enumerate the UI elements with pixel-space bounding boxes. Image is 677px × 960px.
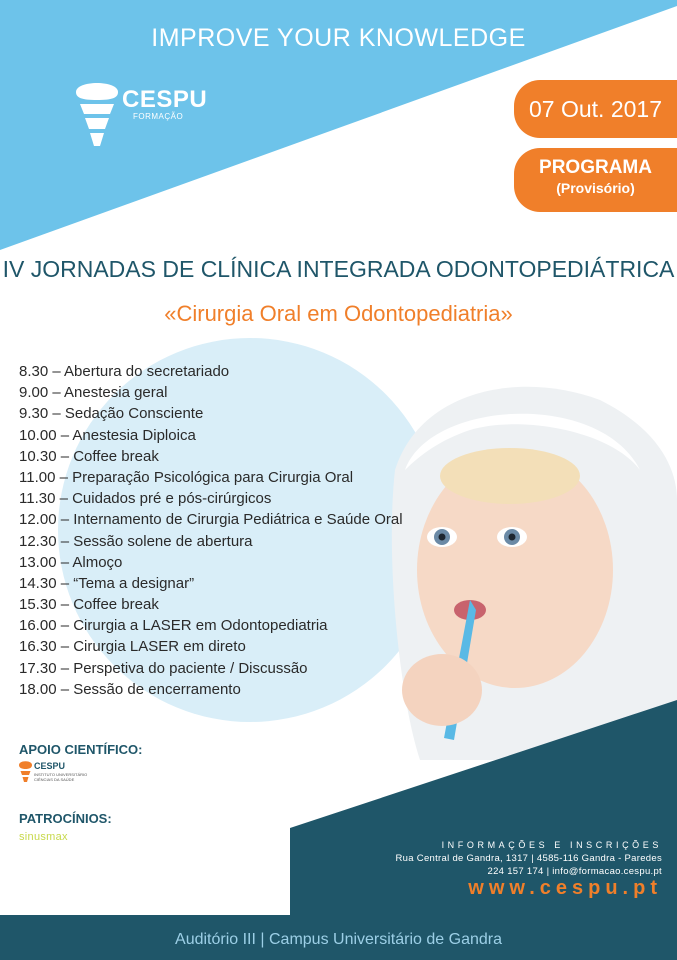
info-contact[interactable]: 224 157 174 | info@formacao.cespu.pt bbox=[487, 866, 662, 877]
info-title: INFORMAÇÕES E INSCRIÇÕES bbox=[441, 840, 662, 850]
schedule-item: 12.00 – Internamento de Cirurgia Pediátrica e Saúde Oral bbox=[19, 511, 403, 529]
support-label: APOIO CIENTÍFICO: bbox=[19, 742, 143, 757]
schedule-item: 11.30 – Cuidados pré e pós-cirúrgicos bbox=[19, 490, 272, 508]
sponsor-logo: sinusmax bbox=[19, 831, 68, 843]
schedule-item: 10.00 – Anestesia Diploica bbox=[19, 426, 196, 444]
program-badge bbox=[514, 148, 677, 212]
website-link[interactable]: www.cespu.pt bbox=[468, 877, 662, 899]
schedule-item: 8.30 – Abertura do secretariado bbox=[19, 363, 230, 380]
baby-photo bbox=[392, 387, 677, 760]
schedule-item: 13.00 – Almoço bbox=[19, 553, 123, 571]
schedule-list bbox=[19, 361, 403, 700]
schedule-item: 18.00 – Sessão de encerramento bbox=[19, 680, 241, 698]
schedule-item: 11.00 – Preparação Psicológica para Cirurgia Oral bbox=[19, 468, 354, 486]
schedule-item: 10.30 – Coffee break bbox=[19, 447, 159, 465]
cespu-logo-sub: FORMAÇÃO bbox=[133, 112, 184, 121]
schedule-item: 12.30 – Sessão solene de abertura bbox=[19, 532, 253, 550]
support-logo-sub: INSTITUTO UNIVERSITÁRIO CIÊNCIAS DA SAÚDE bbox=[34, 772, 88, 782]
schedule-item: 9.30 – Sedação Consciente bbox=[19, 405, 204, 423]
event-title: IV JORNADAS DE CLÍNICA INTEGRADA ODONTOPEDIÁTRICA bbox=[2, 256, 675, 282]
schedule-item: 9.00 – Anestesia geral bbox=[19, 384, 168, 402]
date-badge: 07 Out. 2017 bbox=[514, 80, 677, 138]
sponsors-label: PATROCÍNIOS: bbox=[19, 811, 112, 826]
schedule-item: 16.30 – Cirurgia LASER em direto bbox=[19, 638, 246, 656]
program-label: PROGRAMA bbox=[539, 157, 652, 178]
program-note: (Provisório) bbox=[556, 180, 635, 196]
schedule-item: 16.00 – Cirurgia a LASER em Odontopediatria bbox=[19, 617, 328, 635]
info-address: Rua Central de Gandra, 1317 | 4585-116 Gandra - Paredes bbox=[395, 853, 662, 864]
schedule-item: 15.30 – Coffee break bbox=[19, 596, 159, 614]
support-logo-name: CESPU bbox=[34, 761, 66, 771]
cespu-logo-name: CESPU bbox=[122, 86, 208, 113]
schedule-item: 17.30 – Perspetiva do paciente / Discussão bbox=[19, 659, 308, 677]
header-title: IMPROVE YOUR KNOWLEDGE bbox=[151, 24, 526, 52]
event-subtitle: «Cirurgia Oral em Odontopediatria» bbox=[164, 301, 513, 326]
mini-cespu-icon bbox=[19, 761, 32, 782]
schedule-item: 14.30 – “Tema a designar” bbox=[19, 574, 195, 592]
venue: Auditório III | Campus Universitário de Gandra bbox=[175, 931, 502, 948]
